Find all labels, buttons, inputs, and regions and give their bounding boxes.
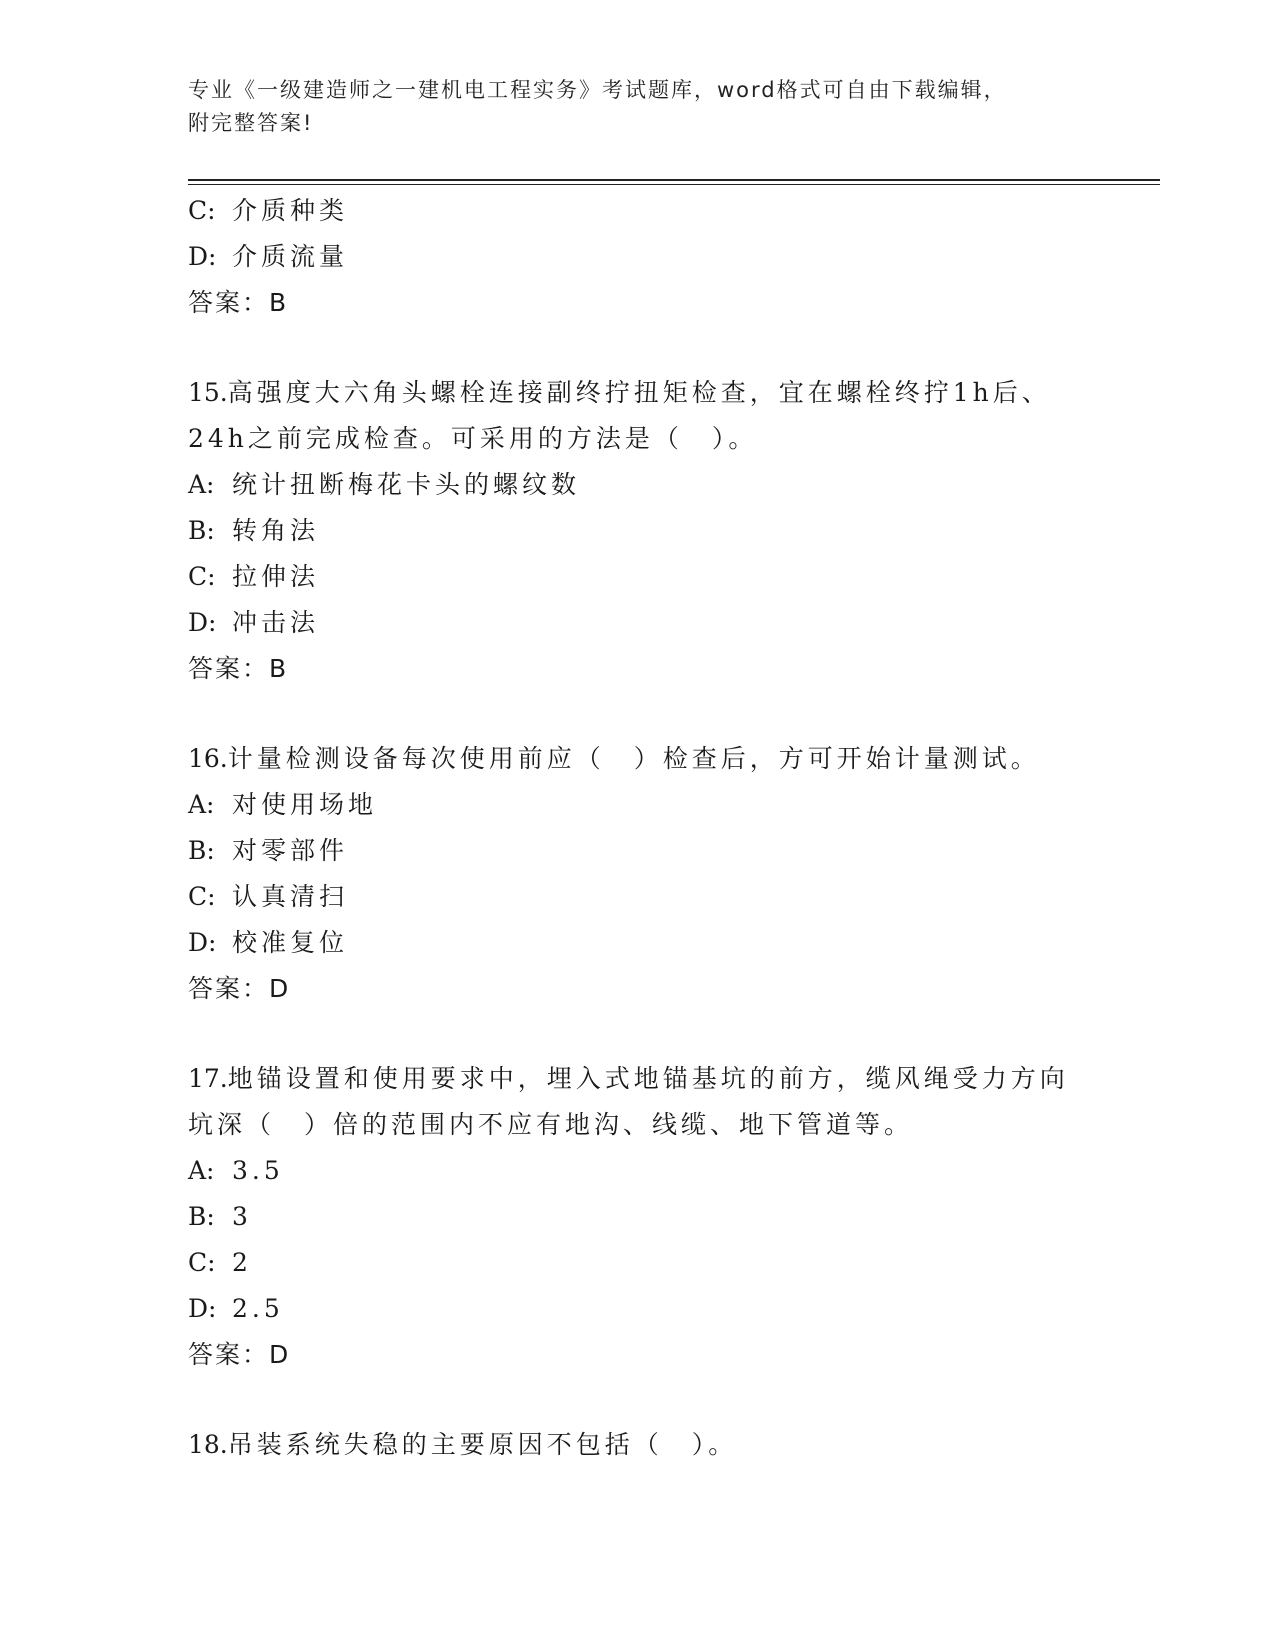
header-line-2: 附完整答案! xyxy=(188,111,314,135)
spacer xyxy=(188,1378,1108,1422)
option-b: B: 转角法 xyxy=(188,516,320,545)
answer-line: 答案：B xyxy=(188,654,289,683)
question-15 xyxy=(188,370,1108,692)
answer-line: 答案：D xyxy=(188,974,291,1003)
answer-line: 答案：D xyxy=(188,1340,291,1369)
question-stem-line: 16.计量检测设备每次使用前应（ ）检查后，方可开始计量测试。 xyxy=(188,744,1040,773)
header-rule-thick xyxy=(188,179,1160,181)
question-stem-line: 24h之前完成检查。可采用的方法是（ ）。 xyxy=(188,424,758,453)
option-a: A: 3.5 xyxy=(188,1156,284,1185)
question-17 xyxy=(188,1056,1108,1378)
spacer xyxy=(188,1012,1108,1056)
question-stem-line: 17.地锚设置和使用要求中，埋入式地锚基坑的前方，缆风绳受力方向 xyxy=(188,1064,1069,1093)
option-a: A: 统计扭断梅花卡头的螺纹数 xyxy=(188,470,581,499)
option-b: B: 对零部件 xyxy=(188,836,349,865)
option-b: B: 3 xyxy=(188,1202,252,1231)
header-rule-thin xyxy=(188,184,1160,185)
question-18 xyxy=(188,1422,1108,1468)
option-d: D: 2.5 xyxy=(188,1294,284,1323)
question-stem-line: 15.高强度大六角头螺栓连接副终拧扭矩检查，宜在螺栓终拧1h后、 xyxy=(188,378,1051,407)
answer-line: 答案：B xyxy=(188,288,289,317)
option-d: D: 冲击法 xyxy=(188,608,320,637)
option-c: C: 认真清扫 xyxy=(188,882,349,911)
document-header xyxy=(188,74,1068,140)
option-c: C: 介质种类 xyxy=(188,196,349,225)
option-c: C: 2 xyxy=(188,1248,252,1277)
prev-question-block xyxy=(188,188,1108,326)
spacer xyxy=(188,692,1108,736)
option-c: C: 拉伸法 xyxy=(188,562,320,591)
question-16 xyxy=(188,736,1108,1012)
question-stem-line: 18.吊装系统失稳的主要原因不包括（ ）。 xyxy=(188,1430,738,1459)
option-d: D: 介质流量 xyxy=(188,242,349,271)
question-content xyxy=(188,188,1108,1468)
option-a: A: 对使用场地 xyxy=(188,790,378,819)
spacer xyxy=(188,326,1108,370)
option-d: D: 校准复位 xyxy=(188,928,349,957)
header-line-1: 专业《一级建造师之一建机电工程实务》考试题库，word格式可自由下载编辑， xyxy=(188,78,1007,102)
question-stem-line: 坑深（ ）倍的范围内不应有地沟、线缆、地下管道等。 xyxy=(188,1110,914,1139)
